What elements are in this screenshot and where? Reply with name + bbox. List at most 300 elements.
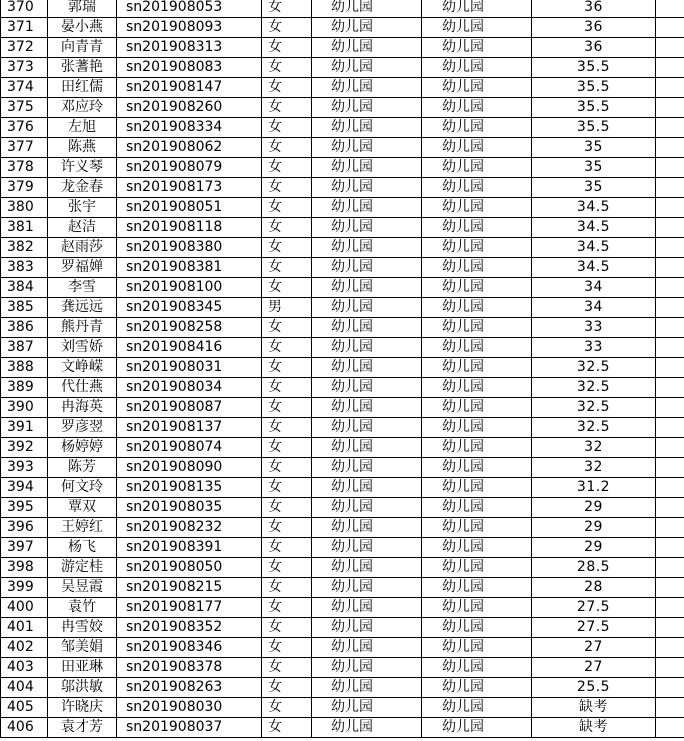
row-number-cell: 375 [1, 98, 48, 118]
row-number-cell: 386 [1, 318, 48, 338]
position-cell: 幼儿园 [422, 198, 532, 218]
name-cell: 袁竹 [48, 598, 117, 618]
position-cell: 幼儿园 [422, 178, 532, 198]
candidate-id-cell: sn201908378 [117, 658, 262, 678]
row-number-cell: 378 [1, 158, 48, 178]
position-cell: 幼儿园 [422, 558, 532, 578]
table-row [1, 558, 684, 578]
table-row [1, 98, 684, 118]
row-number-cell: 399 [1, 578, 48, 598]
gender-cell: 女 [262, 358, 312, 378]
name-cell: 罗彦翌 [48, 418, 117, 438]
table-row [1, 218, 684, 238]
table-row [1, 678, 684, 698]
row-number-cell: 382 [1, 238, 48, 258]
row-number-cell: 404 [1, 678, 48, 698]
candidate-id-cell: sn201908381 [117, 258, 262, 278]
empty-cell [656, 498, 684, 518]
row-number-cell: 396 [1, 518, 48, 538]
row-number-cell: 389 [1, 378, 48, 398]
position-cell: 幼儿园 [422, 98, 532, 118]
name-cell: 覃双 [48, 498, 117, 518]
table-row [1, 278, 684, 298]
candidate-id-cell: sn201908034 [117, 378, 262, 398]
group-cell: 幼儿园 [312, 118, 422, 138]
empty-cell [656, 438, 684, 458]
gender-cell: 女 [262, 238, 312, 258]
candidate-id-cell: sn201908345 [117, 298, 262, 318]
group-cell: 幼儿园 [312, 18, 422, 38]
name-cell: 陈芳 [48, 458, 117, 478]
table-row [1, 458, 684, 478]
position-cell: 幼儿园 [422, 698, 532, 718]
empty-cell [656, 578, 684, 598]
gender-cell: 女 [262, 598, 312, 618]
name-cell: 代仕燕 [48, 378, 117, 398]
score-cell: 28 [532, 578, 656, 598]
empty-cell [656, 678, 684, 698]
name-cell: 陈燕 [48, 138, 117, 158]
group-cell: 幼儿园 [312, 558, 422, 578]
position-cell: 幼儿园 [422, 218, 532, 238]
score-cell: 29 [532, 518, 656, 538]
score-cell: 36 [532, 38, 656, 58]
empty-cell [656, 298, 684, 318]
name-cell: 罗福婵 [48, 258, 117, 278]
gender-cell: 女 [262, 218, 312, 238]
group-cell: 幼儿园 [312, 318, 422, 338]
empty-cell [656, 38, 684, 58]
position-cell: 幼儿园 [422, 18, 532, 38]
table-row [1, 518, 684, 538]
empty-cell [656, 238, 684, 258]
row-number-cell: 377 [1, 138, 48, 158]
table-row [1, 718, 684, 738]
group-cell: 幼儿园 [312, 498, 422, 518]
gender-cell: 男 [262, 298, 312, 318]
position-cell: 幼儿园 [422, 278, 532, 298]
score-cell: 35 [532, 158, 656, 178]
name-cell: 龙金春 [48, 178, 117, 198]
candidate-id-cell: sn201908100 [117, 278, 262, 298]
gender-cell: 女 [262, 98, 312, 118]
score-cell: 32.5 [532, 358, 656, 378]
group-cell: 幼儿园 [312, 58, 422, 78]
gender-cell: 女 [262, 418, 312, 438]
table-row [1, 498, 684, 518]
name-cell: 熊丹青 [48, 318, 117, 338]
score-cell: 32.5 [532, 398, 656, 418]
candidate-id-cell: sn201908135 [117, 478, 262, 498]
position-cell: 幼儿园 [422, 258, 532, 278]
position-cell: 幼儿园 [422, 678, 532, 698]
score-cell: 34.5 [532, 198, 656, 218]
empty-cell [656, 658, 684, 678]
empty-cell [656, 218, 684, 238]
table-row [1, 38, 684, 58]
empty-cell [656, 118, 684, 138]
group-cell: 幼儿园 [312, 598, 422, 618]
name-cell: 游定桂 [48, 558, 117, 578]
row-number-cell: 391 [1, 418, 48, 438]
group-cell: 幼儿园 [312, 478, 422, 498]
row-number-cell: 390 [1, 398, 48, 418]
name-cell: 王婷红 [48, 518, 117, 538]
position-cell: 幼儿园 [422, 118, 532, 138]
position-cell: 幼儿园 [422, 638, 532, 658]
name-cell: 田亚琳 [48, 658, 117, 678]
candidate-id-cell: sn201908087 [117, 398, 262, 418]
name-cell: 张宇 [48, 198, 117, 218]
candidate-id-cell: sn201908090 [117, 458, 262, 478]
table-row [1, 118, 684, 138]
group-cell: 幼儿园 [312, 418, 422, 438]
name-cell: 赵洁 [48, 218, 117, 238]
group-cell: 幼儿园 [312, 298, 422, 318]
row-number-cell: 379 [1, 178, 48, 198]
table-row [1, 618, 684, 638]
group-cell: 幼儿园 [312, 0, 422, 18]
gender-cell: 女 [262, 398, 312, 418]
score-cell: 27 [532, 658, 656, 678]
row-number-cell: 392 [1, 438, 48, 458]
group-cell: 幼儿园 [312, 258, 422, 278]
position-cell: 幼儿园 [422, 338, 532, 358]
row-number-cell: 395 [1, 498, 48, 518]
empty-cell [656, 58, 684, 78]
candidate-id-cell: sn201908051 [117, 198, 262, 218]
position-cell: 幼儿园 [422, 158, 532, 178]
row-number-cell: 383 [1, 258, 48, 278]
table-row [1, 698, 684, 718]
group-cell: 幼儿园 [312, 618, 422, 638]
gender-cell: 女 [262, 638, 312, 658]
gender-cell: 女 [262, 438, 312, 458]
position-cell: 幼儿园 [422, 298, 532, 318]
score-cell: 32 [532, 438, 656, 458]
group-cell: 幼儿园 [312, 38, 422, 58]
row-number-cell: 376 [1, 118, 48, 138]
table-row [1, 358, 684, 378]
position-cell: 幼儿园 [422, 58, 532, 78]
group-cell: 幼儿园 [312, 158, 422, 178]
gender-cell: 女 [262, 478, 312, 498]
group-cell: 幼儿园 [312, 638, 422, 658]
position-cell: 幼儿园 [422, 238, 532, 258]
gender-cell: 女 [262, 138, 312, 158]
row-number-cell: 403 [1, 658, 48, 678]
gender-cell: 女 [262, 38, 312, 58]
table-row [1, 0, 684, 18]
row-number-cell: 384 [1, 278, 48, 298]
table-row [1, 338, 684, 358]
empty-cell [656, 78, 684, 98]
empty-cell [656, 518, 684, 538]
group-cell: 幼儿园 [312, 718, 422, 738]
score-cell: 35.5 [532, 78, 656, 98]
empty-cell [656, 698, 684, 718]
gender-cell: 女 [262, 78, 312, 98]
table-row [1, 58, 684, 78]
name-cell: 吴昱霞 [48, 578, 117, 598]
candidate-id-cell: sn201908215 [117, 578, 262, 598]
candidate-id-cell: sn201908079 [117, 158, 262, 178]
score-cell: 29 [532, 498, 656, 518]
empty-cell [656, 398, 684, 418]
empty-cell [656, 98, 684, 118]
group-cell: 幼儿园 [312, 658, 422, 678]
table-row [1, 398, 684, 418]
empty-cell [656, 278, 684, 298]
candidate-id-cell: sn201908035 [117, 498, 262, 518]
row-number-cell: 388 [1, 358, 48, 378]
position-cell: 幼儿园 [422, 358, 532, 378]
position-cell: 幼儿园 [422, 38, 532, 58]
row-number-cell: 397 [1, 538, 48, 558]
candidate-id-cell: sn201908093 [117, 18, 262, 38]
position-cell: 幼儿园 [422, 458, 532, 478]
gender-cell: 女 [262, 318, 312, 338]
gender-cell: 女 [262, 518, 312, 538]
row-number-cell: 370 [1, 0, 48, 18]
candidate-id-cell: sn201908147 [117, 78, 262, 98]
row-number-cell: 385 [1, 298, 48, 318]
name-cell: 赵雨莎 [48, 238, 117, 258]
score-cell: 32 [532, 458, 656, 478]
name-cell: 袁才芳 [48, 718, 117, 738]
candidate-id-cell: sn201908050 [117, 558, 262, 578]
position-cell: 幼儿园 [422, 538, 532, 558]
score-cell: 36 [532, 18, 656, 38]
candidate-id-cell: sn201908031 [117, 358, 262, 378]
row-number-cell: 371 [1, 18, 48, 38]
gender-cell: 女 [262, 618, 312, 638]
empty-cell [656, 178, 684, 198]
position-cell: 幼儿园 [422, 398, 532, 418]
empty-cell [656, 478, 684, 498]
name-cell: 何文玲 [48, 478, 117, 498]
name-cell: 龚远远 [48, 298, 117, 318]
position-cell: 幼儿园 [422, 578, 532, 598]
position-cell: 幼儿园 [422, 518, 532, 538]
gender-cell: 女 [262, 58, 312, 78]
candidate-id-cell: sn201908177 [117, 598, 262, 618]
gender-cell: 女 [262, 678, 312, 698]
position-cell: 幼儿园 [422, 138, 532, 158]
group-cell: 幼儿园 [312, 278, 422, 298]
name-cell: 邬洪敏 [48, 678, 117, 698]
position-cell: 幼儿园 [422, 498, 532, 518]
score-table-body [1, 0, 684, 738]
gender-cell: 女 [262, 558, 312, 578]
score-cell: 27.5 [532, 618, 656, 638]
table-row [1, 178, 684, 198]
name-cell: 冉雪姣 [48, 618, 117, 638]
position-cell: 幼儿园 [422, 598, 532, 618]
candidate-id-cell: sn201908118 [117, 218, 262, 238]
name-cell: 邹美娟 [48, 638, 117, 658]
group-cell: 幼儿园 [312, 138, 422, 158]
table-row [1, 438, 684, 458]
row-number-cell: 393 [1, 458, 48, 478]
score-cell: 缺考 [532, 698, 656, 718]
score-cell: 28.5 [532, 558, 656, 578]
row-number-cell: 401 [1, 618, 48, 638]
score-cell: 27 [532, 638, 656, 658]
gender-cell: 女 [262, 118, 312, 138]
score-cell: 34 [532, 278, 656, 298]
name-cell: 许义琴 [48, 158, 117, 178]
table-row [1, 78, 684, 98]
gender-cell: 女 [262, 538, 312, 558]
group-cell: 幼儿园 [312, 698, 422, 718]
position-cell: 幼儿园 [422, 478, 532, 498]
gender-cell: 女 [262, 578, 312, 598]
score-cell: 27.5 [532, 598, 656, 618]
row-number-cell: 380 [1, 198, 48, 218]
table-row [1, 658, 684, 678]
table-row [1, 538, 684, 558]
empty-cell [656, 718, 684, 738]
score-cell: 35.5 [532, 58, 656, 78]
gender-cell: 女 [262, 0, 312, 18]
gender-cell: 女 [262, 458, 312, 478]
score-cell: 31.2 [532, 478, 656, 498]
group-cell: 幼儿园 [312, 438, 422, 458]
score-cell: 缺考 [532, 718, 656, 738]
candidate-id-cell: sn201908173 [117, 178, 262, 198]
score-cell: 25.5 [532, 678, 656, 698]
table-row [1, 258, 684, 278]
empty-cell [656, 598, 684, 618]
row-number-cell: 400 [1, 598, 48, 618]
table-row [1, 138, 684, 158]
score-cell: 36 [532, 0, 656, 18]
empty-cell [656, 358, 684, 378]
table-row [1, 158, 684, 178]
row-number-cell: 398 [1, 558, 48, 578]
gender-cell: 女 [262, 378, 312, 398]
name-cell: 邓应玲 [48, 98, 117, 118]
gender-cell: 女 [262, 198, 312, 218]
position-cell: 幼儿园 [422, 318, 532, 338]
empty-cell [656, 158, 684, 178]
score-cell: 33 [532, 318, 656, 338]
gender-cell: 女 [262, 698, 312, 718]
group-cell: 幼儿园 [312, 678, 422, 698]
table-row [1, 478, 684, 498]
name-cell: 冉海英 [48, 398, 117, 418]
row-number-cell: 405 [1, 698, 48, 718]
gender-cell: 女 [262, 498, 312, 518]
score-cell: 29 [532, 538, 656, 558]
candidate-id-cell: sn201908334 [117, 118, 262, 138]
group-cell: 幼儿园 [312, 358, 422, 378]
score-cell: 35 [532, 178, 656, 198]
empty-cell [656, 18, 684, 38]
candidate-id-cell: sn201908083 [117, 58, 262, 78]
position-cell: 幼儿园 [422, 0, 532, 18]
gender-cell: 女 [262, 338, 312, 358]
name-cell: 杨飞 [48, 538, 117, 558]
name-cell: 晏小燕 [48, 18, 117, 38]
table-row [1, 238, 684, 258]
score-cell: 33 [532, 338, 656, 358]
position-cell: 幼儿园 [422, 438, 532, 458]
gender-cell: 女 [262, 278, 312, 298]
empty-cell [656, 318, 684, 338]
gender-cell: 女 [262, 178, 312, 198]
score-cell: 34.5 [532, 218, 656, 238]
position-cell: 幼儿园 [422, 418, 532, 438]
score-cell: 32.5 [532, 378, 656, 398]
empty-cell [656, 258, 684, 278]
name-cell: 左旭 [48, 118, 117, 138]
table-row [1, 578, 684, 598]
group-cell: 幼儿园 [312, 458, 422, 478]
table-row [1, 378, 684, 398]
empty-cell [656, 638, 684, 658]
row-number-cell: 372 [1, 38, 48, 58]
group-cell: 幼儿园 [312, 338, 422, 358]
gender-cell: 女 [262, 718, 312, 738]
score-cell: 34 [532, 298, 656, 318]
group-cell: 幼儿园 [312, 198, 422, 218]
table-row [1, 18, 684, 38]
candidate-id-cell: sn201908232 [117, 518, 262, 538]
candidate-id-cell: sn201908352 [117, 618, 262, 638]
empty-cell [656, 618, 684, 638]
score-cell: 35.5 [532, 98, 656, 118]
empty-cell [656, 338, 684, 358]
group-cell: 幼儿园 [312, 378, 422, 398]
name-cell: 郭瑞 [48, 0, 117, 18]
empty-cell [656, 418, 684, 438]
candidate-id-cell: sn201908074 [117, 438, 262, 458]
empty-cell [656, 0, 684, 18]
gender-cell: 女 [262, 158, 312, 178]
candidate-id-cell: sn201908062 [117, 138, 262, 158]
score-cell: 32.5 [532, 418, 656, 438]
name-cell: 李雪 [48, 278, 117, 298]
candidate-id-cell: sn201908346 [117, 638, 262, 658]
group-cell: 幼儿园 [312, 398, 422, 418]
candidate-id-cell: sn201908053 [117, 0, 262, 18]
position-cell: 幼儿园 [422, 618, 532, 638]
candidate-id-cell: sn201908137 [117, 418, 262, 438]
name-cell: 向青青 [48, 38, 117, 58]
position-cell: 幼儿园 [422, 718, 532, 738]
group-cell: 幼儿园 [312, 78, 422, 98]
gender-cell: 女 [262, 658, 312, 678]
position-cell: 幼儿园 [422, 78, 532, 98]
position-cell: 幼儿园 [422, 658, 532, 678]
name-cell: 文峥嵘 [48, 358, 117, 378]
candidate-id-cell: sn201908391 [117, 538, 262, 558]
group-cell: 幼儿园 [312, 98, 422, 118]
row-number-cell: 387 [1, 338, 48, 358]
score-cell: 34.5 [532, 238, 656, 258]
score-cell: 35 [532, 138, 656, 158]
name-cell: 杨婷婷 [48, 438, 117, 458]
group-cell: 幼儿园 [312, 518, 422, 538]
empty-cell [656, 458, 684, 478]
name-cell: 田红儒 [48, 78, 117, 98]
table-row [1, 298, 684, 318]
table-row [1, 318, 684, 338]
group-cell: 幼儿园 [312, 538, 422, 558]
candidate-id-cell: sn201908258 [117, 318, 262, 338]
